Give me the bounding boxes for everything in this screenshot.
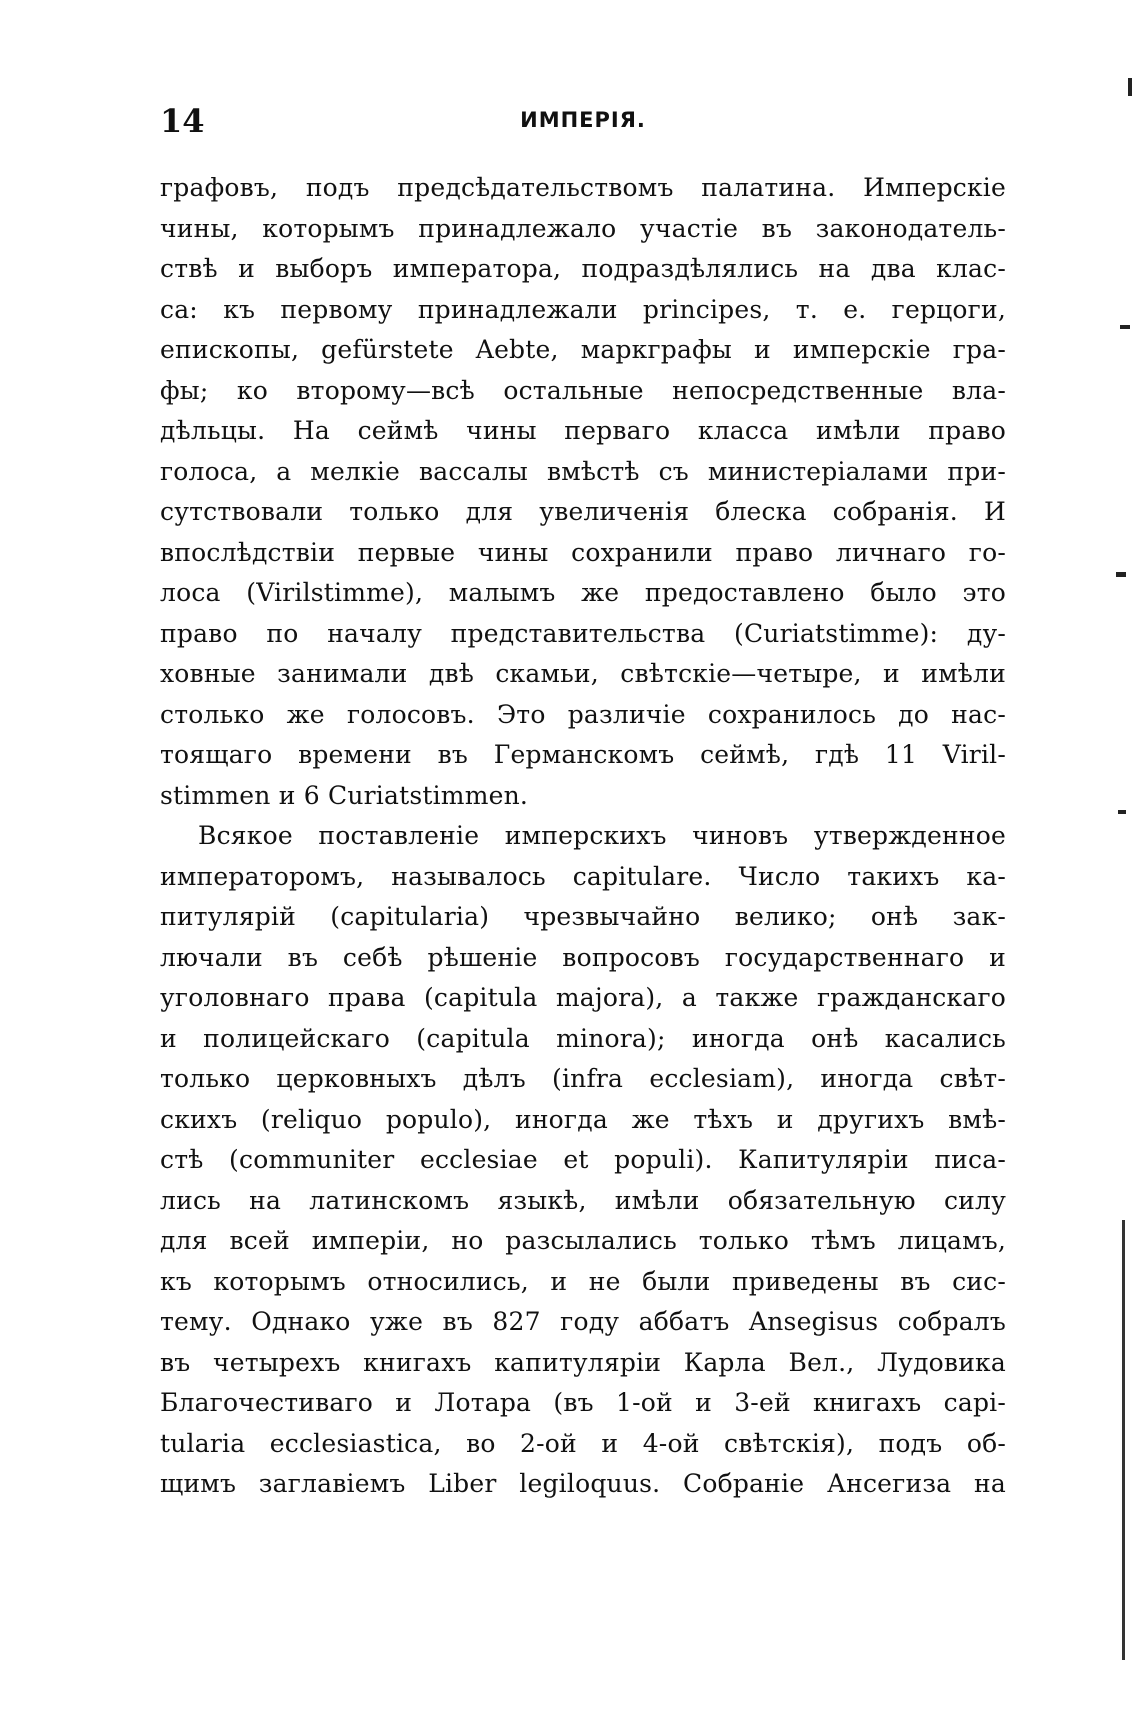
text-line: tularia ecclesiastica, во 2-ой и 4-ой свѣтскія), подъ об- <box>160 1428 1006 1458</box>
text-line: стѣ (communiter ecclesiae et populi). Капитуляріи писа- <box>160 1145 1006 1174</box>
margin-mark <box>1118 810 1126 814</box>
text-line: епископы, gefürstete Aebte, маркграфы и имперскіе гра- <box>160 335 1006 364</box>
text-line: голоса, а мелкіе вассалы вмѣстѣ съ министеріалами при- <box>160 456 1006 486</box>
text-line: къ которымъ относились, и не были приведены въ сис- <box>160 1266 1006 1296</box>
text-line: питулярій (capitularia) чрезвычайно велико; онѣ зак- <box>160 902 1006 931</box>
paragraph-1 <box>160 168 1006 816</box>
text-line: дѣльцы. На сеймѣ чины перваго класса имѣли право <box>160 416 1006 445</box>
text-line: уголовнаго права (capitula majora), а также гражданскаго <box>160 983 1006 1012</box>
text-line: фы; ко второму—всѣ остальные непосредственные вла- <box>160 375 1006 405</box>
page-header <box>160 102 1006 142</box>
text-line: чины, которымъ принадлежало участіе въ законодатель- <box>160 213 1006 243</box>
text-line: stimmen и 6 Curiatstimmen. <box>160 780 529 810</box>
text-line: Благочестиваго и Лотара (въ 1-ой и 3-ей книгахъ capi- <box>160 1388 1006 1417</box>
text-line: тоящаго времени въ Германскомъ сеймѣ, гдѣ 11 Viril- <box>160 740 1006 769</box>
text-line: лись на латинскомъ языкѣ, имѣли обязательную силу <box>160 1185 1006 1215</box>
running-title: ИМПЕРІЯ. <box>520 108 646 132</box>
text-line: ховные занимали двѣ скамьи, свѣтскіе—четыре, и имѣли <box>160 659 1006 688</box>
text-line: скихъ (reliquo populo), иногда же тѣхъ и другихъ вмѣ- <box>160 1104 1006 1134</box>
text-line: тему. Однако уже въ 827 году аббатъ Ansegisus собралъ <box>160 1307 1006 1336</box>
text-line: лючали въ себѣ рѣшеніе вопросовъ государственнаго и <box>160 942 1006 972</box>
page-number: 14 <box>160 102 205 140</box>
text-line: только церковныхъ дѣлъ (infra ecclesiam), иногда свѣт- <box>160 1064 1006 1093</box>
text-line: графовъ, подъ предсѣдательствомъ палатина. Имперскіе <box>160 173 1006 202</box>
text-line: са: къ первому принадлежали principes, т. е. герцоги, <box>160 294 1006 324</box>
margin-rule <box>1122 1220 1125 1660</box>
text-line: императоромъ, называлось capitulare. Число такихъ ка- <box>160 861 1006 891</box>
body-text <box>160 168 1006 1505</box>
text-line: право по началу представительства (Curiatstimme): ду- <box>160 618 1006 648</box>
text-line: щимъ заглавіемъ Liber legiloquus. Собраніе Ансегиза на <box>160 1469 1006 1498</box>
text-line: для всей имперіи, но разсылались только тѣмъ лицамъ, <box>160 1226 1006 1255</box>
text-line: столько же голосовъ. Это различіе сохранилось до нас- <box>160 699 1006 729</box>
text-line: сутствовали только для увеличенія блеска собранія. И <box>160 497 1006 526</box>
text-line: въ четырехъ книгахъ капитуляріи Карла Вел., Лудовика <box>160 1347 1006 1377</box>
margin-mark <box>1120 325 1130 329</box>
text-line: лоса (Virilstimme), малымъ же предоставлено было это <box>160 578 1006 607</box>
text-line: и полицейскаго (capitula minora); иногда онѣ касались <box>160 1023 1006 1053</box>
margin-mark <box>1128 78 1132 96</box>
text-line: Всякое поставленіе имперскихъ чиновъ утвержденное <box>198 821 1006 850</box>
text-line: впослѣдствіи первые чины сохранили право личнаго го- <box>160 537 1006 567</box>
margin-mark <box>1116 572 1126 577</box>
text-line: ствѣ и выборъ императора, подраздѣлялись на два клас- <box>160 254 1006 283</box>
paragraph-2 <box>160 816 1006 1505</box>
